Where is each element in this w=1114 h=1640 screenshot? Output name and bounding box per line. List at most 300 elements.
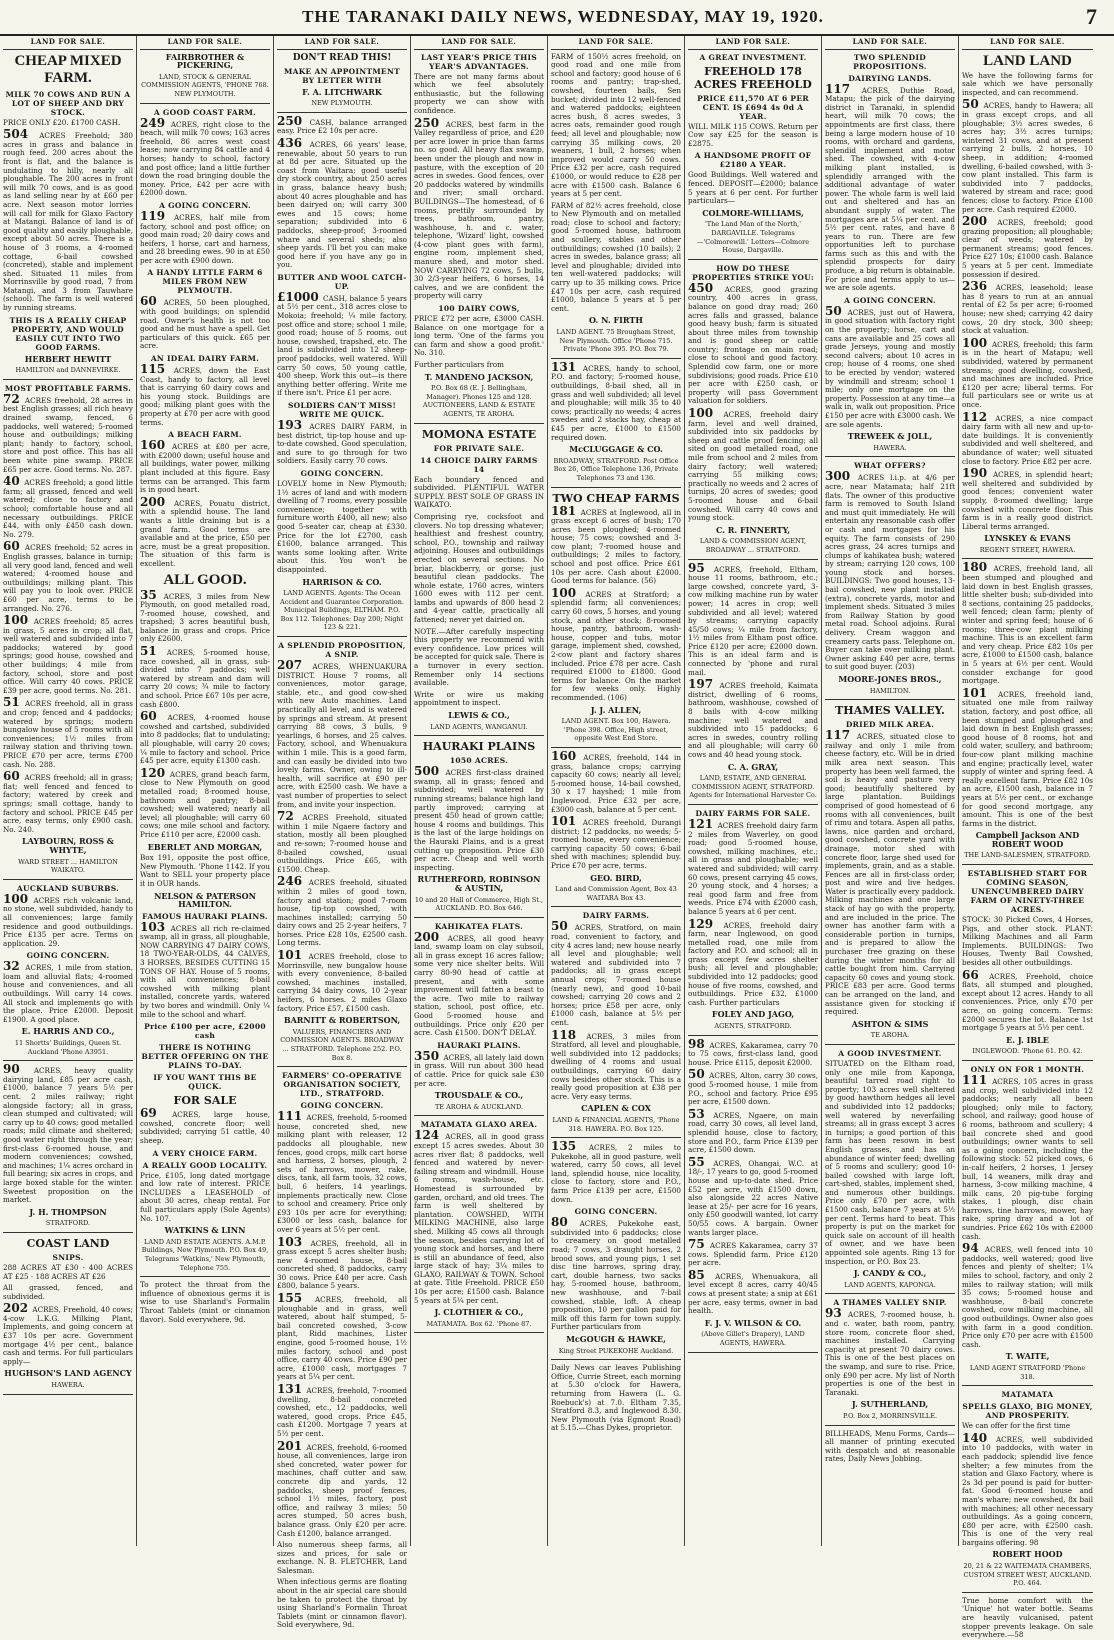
listing-text: ACRES, Freehold, 40 cows; 4-cow L.K.G. Milking Plant, Implements, and going concern at £37 10s per acre. Government mortgage 4½ per cent., balance cash and terms. For full particulars apply— (3, 1305, 133, 1366)
agent-address: LAND AGENT. Box 100, Hawera. 'Phone 398. Office, High street, opposite West End Store. (561, 717, 671, 743)
listing-text: ACRES freehold, close to Morrinsville, new bungalow house with every convenience, 8-bailed cowshed, machines installed, carrying 34 dairy cows, 10 2-year heifers, 6 horses. 2 miles Glaxo factory. Price £57, £1500 cash. (277, 952, 407, 1013)
listing (3, 1301, 133, 1366)
divider (277, 112, 407, 113)
listing-acres: 94 (962, 1241, 985, 1256)
listing-acres: 190 (962, 466, 993, 481)
listing (3, 127, 133, 313)
headline: DAIRY FARMS FOR SALE. (695, 808, 811, 818)
headline: A VERY CHOICE FARM. (152, 1148, 258, 1158)
agent-address: LAND AND ESTATE AGENTS. A.M.P. Buildings, New Plymouth. P.O. Box 49, Telegrams 'Watkins,' New Plymouth, Telephone 755. (141, 1237, 269, 1272)
agent-address: BROADWAY, STRATFORD. Post Office Box 26, Office Telephone 136, Private Telephones 73 and 136. (553, 456, 679, 482)
headline: DAIRY FARMS. (582, 911, 650, 921)
headline: A GOOD COAST FARM. (153, 107, 257, 117)
listing-text: ACRES freehold; all in grass; flat; well fenced and fenced to factory; watered by creek and springs; small cottage, handy to factory and school. PRICE £45 per acre, easy terms, only £900 cash. No. 240. (3, 773, 133, 834)
listing-text: ACRES, freehold land, all been stumped and ploughed and laid down in best English grasses, little shelter bush; sub-divided into 8 sections, containing 25 paddocks, well fenced; clean farm; plenty of winter and spring feed; house of 6 rooms; three-cow plant milking machine. This is an excellent farm and very cheap. Price £82 10s per acre, £1000 to £1500 cash, balance in 5 years at 6½ per cent. Would consider exchange for good mortgage. (962, 564, 1093, 686)
divider (825, 456, 955, 457)
agent-name: T. WAITE, (1005, 1351, 1050, 1362)
listing-acres: 115 (140, 362, 174, 377)
agent-name: Campbell Jackson AND ROBERT WOOD (975, 830, 1080, 849)
listing (551, 748, 681, 814)
listing (551, 919, 681, 1027)
listing (140, 919, 270, 1020)
listing-text: ACRES, large house, cowshed, concrete floor; well subdivided; carrying 51 cattle, 40 sheep. (140, 1110, 270, 1145)
listing-acres: 50 (962, 97, 984, 112)
divider (825, 699, 955, 700)
listing (414, 115, 544, 301)
listing-acres: 112 (962, 409, 996, 424)
listing-acres: 250 (277, 113, 310, 128)
divider (962, 864, 1093, 865)
listing-text: ACRES, freehold dairy farm, near Inglewood, on good metalled road, one mile from factory and P.O. and school; all in grass except few acres shelter bush; all level and ploughable; subdivided into 12 paddocks; good house of five rooms, cowshed, and outbuildings. Price £32, £1000 cash. Further particulars (688, 920, 818, 1007)
agent-address: HAWERA. (51, 1381, 85, 1390)
agent-address: Land and Commission Agent, Box 43 WAITARA Box 43. (555, 885, 677, 902)
divider (414, 1115, 544, 1116)
listing-text: ACRES, Kakaramea, carry 70 to 75 cows, first-class land, good house. Price £115, deposit £2000. (688, 1040, 818, 1067)
headline: CHEAP MIXED FARM. (14, 52, 122, 86)
listing-text: ACRES, 2 miles to Pukekohe, all in good pasture, well watered, carry 50 cows, all level land, splendid house, nice locality, close to factory, store and P.O., farm Price £139 per acre, £1500 down. (551, 1143, 681, 1204)
headline: MILK 70 COWS AND RUN A LOT OF SHEEP AND DRY STOCK. (5, 89, 131, 117)
body-text: BILLHEADS, Menu Forms, Cards—all manner of printing executed with despatch and at reasonable rates, Daily News Jobbing. (825, 1428, 955, 1464)
divider (3, 1394, 133, 1395)
listing-acres: 51 (140, 644, 167, 659)
listing-acres: 236 (962, 279, 996, 294)
agent-address: AGENTS, STRATFORD. (714, 1022, 792, 1031)
agent-address: NEW PLYMOUTH. (311, 99, 373, 108)
listing (277, 1382, 407, 1439)
divider (688, 804, 818, 805)
listing-text: ACRES DAIRY FARM, in best district, tip-top house and up-to-date cowshed. Good speculation, and sure to go through for two soldiers. Easily carry 70 cows. (277, 422, 407, 466)
agent-name: F. J. V. WILSON & CO. (704, 1317, 802, 1328)
agent-address: WARD STREET ... HAMILTON WAIKATO. (18, 857, 118, 875)
agent-name: WATKINS & LINN (164, 1225, 246, 1236)
agent-name: J. CANDY & CO., (853, 1268, 927, 1279)
listing-text: ACRES, Ohangai, W.C. at 18/-, 17 years to go, good 5-roomed house and up-to-date shed. Price £52 per acre, with £1500 down, also alongside 22 acres Native lease at 25/- per acre for 16 years, only £50 goodwill wanted, lot carry 50/55 cows. A bargain. Owner wants larger place. (688, 1158, 818, 1237)
listing (962, 1241, 1093, 1349)
listing-text: ACRES freehold; a good little farm; all grassed, fenced and well watered; close to factory and school; comfortable house and all necessary outbuildings. PRICE £44, with only £450 cash down. No. 279. (3, 478, 133, 539)
body-text: To protect the throat from the influence of obnoxious germs it is wise to use Sharland's Formalin Throat Tablets (mint or cinnamon flavor). Sold everywhere, 9d. (140, 1280, 270, 1324)
listing-text: CASH, balance arranged easy. Price £2 10s per acre. (277, 117, 407, 136)
listing (3, 539, 133, 613)
listing-text: ACRES, situated close to railway and only 1 mile from cheese factory, etc. Will be in dried milk area next season. This property has been well farmed, the soil is heavy and pasture very good; beautifully sheltered by large plantation. Buildings comprised of good homestead of 6 rooms with all conveniences, built of rimu and totara. Aspen all paths, lawns, nice garden and orchard, good cowshed, concrete yard with drainage, motor shed with concrete floor, large shed used for implements, grain, and as a stable. Fences are all in first-class order, post and wire and live hedges. Water is practically every paddock. Milking machines and one large stack of hay go with the property, and are included in the price. The owner has another farm with a considerable portion in turnips, and is prepared to allow the purchaser free grazing on these during the winter months for all cattle bought from him. Carrying capacity 60 cows and young stock. PRICE £83 per acre. Good terms can be arranged on the land, and assistance given for stocking if required. (825, 732, 955, 1017)
agent-address: LAND & FINANCIAL AGENTS, 'Phone 318. HAWERA. P.O. Box 125. (552, 1115, 680, 1133)
listing (277, 658, 407, 809)
listing-acres: 119 (140, 208, 174, 223)
headline: HAURAKI PLAINS (422, 740, 536, 754)
agent-address: LAND AGENT. 75 Brougham Street, New Plymouth. Office 'Phone 715. Private 'Phone 395. P.O. Box 79. (556, 328, 676, 354)
listing (277, 1291, 407, 1382)
body-text: Price, £105, long dated mortgage and low rate of interest. PRICE INCLUDES a LEASEHOLD of about 30 acres, cheap rental. For full particulars apply (Sole Agents) No. 107. (140, 1170, 270, 1223)
column-header: LAND FOR SALE. (688, 38, 818, 50)
column-header: LAND FOR SALE. (825, 38, 955, 50)
listing-text: ACRES, 4-roomed house cowshed and cartshed, subdivided into 8 paddocks; flat to undulating; all ploughable, will carry 20 cows; ¼ mile to factory and school. Price £45 per acre, equity £1300 cash. (140, 713, 270, 766)
listing-acres: 98 (688, 1036, 710, 1051)
listing-acres: 60 (3, 769, 25, 784)
listing-acres: 193 (277, 418, 310, 432)
agent-address: MATAMATA. Box 62. 'Phone 87. (426, 1319, 532, 1328)
listing-text: ACRES, 7-roomed house, h. and c. water, bath room, pantry, store room, concrete floor shed, machines installed. Carrying capacity at present 70 dairy cows. This is one of the best places on the swamp, and sure to rise. Price, only £90 per acre. My list of North properties is one of the best in Taranaki. (825, 1310, 955, 1397)
headline: HAURAKI PLAINS. (437, 1040, 521, 1050)
headline: A HANDY LITTLE FARM 6 MILES FROM NEW PLYMOUTH. (147, 268, 263, 296)
listing (140, 765, 270, 840)
agent-name: E. HARRIS AND CO., (21, 1026, 115, 1037)
listing-acres: 200 (962, 214, 998, 229)
listing-acres: 80 (551, 1215, 580, 1230)
divider (551, 358, 681, 359)
listing (414, 1048, 544, 1088)
column-header: LAND FOR SALE. (962, 38, 1093, 50)
headline: GOING CONCERN. (26, 951, 110, 961)
listing (277, 948, 407, 1013)
headline: A GREAT INVESTMENT. (699, 52, 807, 62)
agent-address: LAND AGENTS. Agents: The Ocean Accident and Guarantee Corporation. Municipal Buildings, ELTHAM. P.O. Box 112. Telephones: Day 200; Night 123 & 221. (280, 589, 404, 632)
listing-text: ACRES, freehold, 144 in grass, balance crops; carrying capacity 60 cows; nearly all level; 5-roomed house, 14-bail cowshed, 30 x 17 hayshed; 1 mile from Inglewood. Price £32 per acre, £3000 cash, balance at 5 per cent. (551, 752, 681, 814)
listing-text: ACRES all rich re-claimed swamp, all in grass, all ploughable, NOW CARRYING 47 DAIRY COWS, 18 TWO-YEAR-OLDS, 44 CALVES, 3 HORSES, BESIDES CUTTING 15 TONS OF HAY. House of 5 rooms, with all conveniences; 8-bail cowshed with milking plant installed, concrete yards, watered by two bores and windmill. Only ¼ mile to the school and wharf. (140, 923, 270, 1019)
divider (688, 259, 818, 260)
agent-name: FAIRBROTHER & PICKERING, (165, 51, 245, 71)
headline: A GOING CONCERN. (844, 295, 936, 305)
listing (140, 587, 270, 645)
body-text: FARM of 82½ acres freehold, close to New Plymouth and on metalled road; close to school and factory; good 5-roomed house, bathroom and scullery, stables and other outbuildings; cowshed (10 bails); 2 acres in swedes, balance grass; all level and ploughable; divided into ten well-watered paddocks; will carry up to 35 milking cows. Price £47 10s per acre, cash required £1000, balance 5 years at 5 per cent. (551, 200, 681, 313)
agent-address: (Above Gillet's Drapery), LAND AGENTS, HAWERA. (701, 1330, 805, 1348)
headline: 100 DAIRY COWS, (438, 304, 520, 314)
headline: MATAMATA GLAXO AREA. (420, 1120, 538, 1130)
headline: A THAMES VALLEY SNIP. (833, 1298, 947, 1308)
listing-acres: 35 (140, 587, 164, 602)
agent-name: T. MANDENO JACKSON, (424, 371, 534, 382)
divider (551, 1359, 681, 1360)
listing-acres: 95 (688, 560, 714, 575)
agent-name: F. A. LITCHWARK (302, 86, 382, 97)
column-2 (137, 36, 274, 1546)
listing-text: ACRES rich volcanic land, no stone, well subdivided, handy to all conveniences; large family residence and good outbuildings. Price £135 per acre. Terms on application. 29. (3, 895, 133, 948)
listing-text: ACRES, Pouatu district, with a splendid house. The land wants a little draining but is a grand farm. Good terms are available and at the price, £50 per acre, must be a great proposition. The situation of this farm is excellent. (140, 498, 270, 568)
body-text: Further particulars from (414, 360, 504, 369)
headline: THIS IS A REALLY CHEAP PROPERTY, AND WOULD EASILY CUT INTO TWO GOOD FARMS. (9, 315, 127, 352)
headline: 1050 ACRES. (449, 756, 509, 766)
agent-name: E. J. IBLE (1006, 1034, 1049, 1045)
listing-acres: 50 (825, 303, 848, 318)
headline: Price £100 per acre, £2000 cash (144, 1022, 266, 1041)
listing (277, 1234, 407, 1292)
listing-acres: 160 (551, 748, 584, 763)
divider (688, 1352, 818, 1353)
agent-address: TE AROHA & AUCKLAND. (434, 1102, 524, 1111)
listing-text: ACRES, grand beach farm, close to New Plymouth on good metalled road; 8-roomed house, bathroom and pantry; 8-bail cowshed; well watered; nearly all level; all ploughable; will carry 60 cows; one mile school and factory. Price £110 per acre, £2000 cash. (140, 769, 270, 839)
listing (551, 1139, 681, 1204)
body-text: Box 191, opposite the post office, New Plymouth. 'Phone 1142. If you Want to SELL your property place it in OUR hands. (140, 853, 270, 888)
divider (962, 1385, 1093, 1386)
listing-text: ACRES, best farm in the Valley regardless of price, and £20 per acre lower in price than farms no. so good. All heavy flax swamp, been under the plough and now in pasture, with the exception of 20 acres in swedes. Good fences, over 20 paddocks watered by windmills and river; small orchard. BUILDINGS—The homestead, of 6 rooms, prettily surrounded by trees, bathroom, pantry, washhouse, h. and c. water, telephone, 'Wizard' light, cowshed (4-cow plant goes with farm), engine room, implement shed, manure shed, and motor shed. NOW CARRYING 72 cows, 5 bulls, 30 2/3-year heifers, 6 horses, 14 calves, and we are confident the property will carry (414, 119, 544, 301)
listing-acres: 350 (414, 1048, 444, 1063)
column-5 (548, 36, 685, 1546)
agent-address: REGENT STREET, HAWERA. (979, 545, 1076, 554)
listing (277, 113, 407, 136)
listing-text: ACRES at Inglewood, all in grass except 6 acres of bush; 170 acres been ploughed; 4-roomed house; 75 cows; cowshed and 3-cow plant; 7-roomed house and outbuildings; 2 miles to factory, school and post office. Price £61 10s per acre. Cash about £2000. Good terms for balance. (56) (551, 507, 681, 586)
divider (140, 1276, 270, 1277)
headline: GOING CONCERN. (574, 1207, 658, 1217)
listing-acres: 60 (3, 539, 25, 554)
listing-text: CASH, balance 5 years at 5½ per cent., 318 acres close to Mokoia; freehold; ¼ mile factory, post office and store; school 1 mile, good road; house of 5 rooms, out house, cowshed, trapshed, etc. The land is subdivided into 12 sheep-proof paddocks, well watered. Will carry 50 cows, 50 young cattle, 400 sheep. Work this out—is there anything better offering. Write me if there isn't. Price £1 per acre. (277, 293, 407, 398)
listing (962, 1430, 1093, 1548)
divider (414, 735, 544, 736)
body-text: Also numerous sheep farms, all sizes and prices, for sale or exchange. N. B. FLETCHER, Land Salesman. (277, 1540, 407, 1575)
listing (688, 1267, 818, 1316)
listing-text: ACRES at Stratford; a splendid farm; all conveniences; carry 60 cows, 5 horses, and young stock, and other stock; 8-roomed house, pantry, bathroom, wash-house, copper and tubs, motor garage, implement shed, cowshed, 2-cow plant and factory shares included. Price £78 per acre. Cash required £1000 to £1800. Good terms for balance. On the market for few weeks only. Highly recommended. (106) (551, 589, 681, 702)
listing-text: ACRES, freehold, 5-roomed house, concreted shed, new milking plant with releaser, 12 paddocks all ploughable, new fences, good crops, milk cart horse and harness, 2 horses, plough, 2 sets of harrows, mower, rake, discs, tank, all farm tools, 32 cows, bull, 6 heifers, 14 yearlings, implements practically new. Close to school and creamery. Price only £93 10s per acre for everything; £3000 or less cash, balance for over 6 years at 5½ per cent. (277, 1113, 407, 1234)
page-number: 7 (1086, 4, 1098, 29)
agent-address: 11 Shortts' Buildings, Queen St. Auckland 'Phone A3951. (14, 1039, 122, 1056)
listing-text: ACRES, all good heavy land, swamp loam on clay subsoil, all in grass except 16 acres fallow; some very nice shelter belts. Will carry 80-90 head of cattle at present, and with some improvement will fatten a beast to the acre. Two mile to railway station, school, post office, etc. Good 5-roomed house and outbuildings. Price only £20 per acre. Cash £1500. DON'T DELAY. (414, 933, 544, 1038)
listing-acres: 101 (551, 814, 583, 829)
divider (551, 906, 681, 907)
listing-text: ACRES, all in good grass except 15 acres swedes. About 30 acres river flat; 8 paddocks, well fenced and watered by never-failing stream and windmill. House 6 rooms, wash-house, etc. Homestead is surrounded by garden, orchard, and old trees. The farm is well sheltered by plantation. COWSHED, WITH MILKING MACHINE, also large shed. Milking 45 cows all through the season, besides carrying lot of young stock and horses, and there is still an abundance of feed, also large stack of hay; 3¼ miles to GLAXO, RAILWAY & TOWN. School at gate. Title Freehold. PRICE £50 10s per acre; £1500 cash. Balance 5 years at 5¼ per cent. (414, 1132, 544, 1305)
listing-text: ACRES, WHENUAKURA DISTRICT. House 7 rooms, all conveniences, motor garage, stable, etc., and good cow-shed with new Auto machines. Land practically all level, and is watered by springs and stream. At present carrying 88 cows, 3 bulls, 9 yearlings, 6 horses, and 25 calves. Factory, school, and Whenuakura within 1 mile. This is a good farm, and can easily be divided into two lovely farms. Owner, owing to ill-health, will sacrifice at £90 per acre, with £2500 cash. We have a vast number of properties to select from, and invite your inspection. (277, 662, 407, 809)
listing (414, 1128, 544, 1305)
body-text: LOVELY home in New Plymouth; 1½ acres of land and with modern dwelling of 7 rooms, every possible convenience; together with furniture worth £400, all new; also good 5-seater car, cheap at £330. Price for the lot £2700, cash £1600, balance arranged. This wants some looking after. Write about this. You won't be disappointed. (277, 478, 407, 574)
headline: A HANDSOME PROFIT OF £2180 A YEAR. (694, 151, 812, 170)
listing-acres: 101 (277, 948, 309, 963)
listing-acres: 120 (140, 765, 170, 780)
agent-name: LYNSKEY & EVANS (984, 533, 1071, 544)
listing (3, 769, 133, 834)
listing (962, 409, 1093, 467)
listing-acres: £1000 (277, 289, 324, 304)
listing-text: ACRES freehold; 85 acres in grass, 5 acres in crop; all flat, well watered and subdivided into 7 paddocks; watered by good springs; good house, cowshed and other buildings; 4 mile from factory, school, store and post office. Will carry 40 cows. PRICE £39 per acre, good terms. No. 281. (3, 617, 134, 695)
body-text: WILL MILK 115 COWS. Return per Cow say £25 for the season is £2875. (688, 121, 818, 148)
listing (3, 613, 134, 695)
listing (962, 967, 1093, 1033)
headline: 14 CHOICE DAIRY FARMS 14 (420, 455, 538, 474)
headline: THAMES VALLEY. (835, 704, 945, 718)
listing-text: ACRES, just out of Hawera, in good situation with factory right on the property; horse, cart and cans are available and 25 cows all grade Jerseys, young and mostly second calvers; about 10 acres in crop; house of 4 rooms, one shed to be erected by vendor; watered by windmill and stream; school 1 mile; only one mortgage on the property. Possession at any time—a walk in, walk out proposition. Price £150 per acre with £3000 cash. We are sole agents. (825, 307, 955, 429)
headline: LAST YEAR'S PRICE THIS YEAR'S ADVANTAGES. (420, 52, 538, 71)
divider (962, 1060, 1093, 1061)
listing (962, 97, 1093, 214)
agent-address: 'The Land Man of the North,' DARGAVILLE. Telegrams—'Colmorewill.' Letters—Colmore House, Dargaville. (696, 220, 810, 255)
listing-acres: 250 (414, 115, 446, 130)
headline: AN IDEAL DAIRY FARM. (150, 354, 260, 364)
listing-text: ACRES, a nice compact dairy farm with all new and up-to-date buildings. It is conveniently subdivided and well sheltered, and abundance of water; well situated close to factory. Price £82 per acre. (962, 413, 1093, 466)
listing-text: ACRES, 3 miles from New Plymouth, on good metalled road, 7-roomed house, cowshed, and trapshed; 3 acres beautiful bush, balance in grass and crops. Price only £2600. (140, 591, 270, 644)
headline: A BEACH FARM. (168, 430, 242, 440)
agent-address: LAND AGENTS, WANGANUI. (430, 722, 528, 731)
headline: SPELLS GLAXO, BIG MONEY, AND PROSPERITY. (962, 1402, 1093, 1421)
listing-text: ACRES freehold, all in grass and crop; fenced and 4 paddocks; watered by springs; modern bungalow house of 5 rooms with all conveniences; 1½ miles from railway station and thriving town. PRICE £70 per acre, terms £700 cash. No. 288. (3, 699, 133, 769)
listing-acres: 90 (3, 1062, 34, 1077)
listing (551, 359, 682, 442)
agent-name: C. R. FINNERTY, (715, 524, 791, 535)
divider (825, 1044, 955, 1045)
agent-address: THE LAND-SALESMEN, STRATFORD. (964, 851, 1091, 860)
headline: ONLY ON FOR 1 MONTH. (970, 1064, 1085, 1074)
body-text: Comprising rye, cocksfoot and clovers. No top dressing whatever; healthiest and freshest country, school, P.O., township and railway adjoining. Houses and outbuildings erected on several sections. No briar, blackberry, or gorse; just beautiful clean paddocks. The whole estate, 1760 acres, winters 1600 ewes with 112 per cent. lambs and upwards of 800 head 2 and 4-year cattle, practically all fattened; never yet dairied on. (414, 511, 544, 625)
listing-acres: 93 (825, 1306, 848, 1321)
listing-text: ACRES, freehold, all in grass except 5 acres shelter bush; new 4-roomed house, 8-bail concreted shed, 8 paddocks, carry 30 cows. Price £40 per acre. Cash £800, balance 5 years. (277, 1238, 407, 1291)
listing (825, 303, 955, 429)
listing-text: ACRES Freehold; 380 acres in grass and balance in rough feed. 200 acres about the front is flat, and the balance is undulating to hilly, nearly all ploughable. The 200 acres in front will milk 70 cows, and is as good as land selling near by at £60 per acre. Next season motor lorries will call for milk for Glaxo Factory at Matangi. Balance of land is of good quality and easily ploughable, except about 50 acres. There is a house of 3 rooms, a 4-roomed cottage, 6-bail cowshed (concreted), stable and implement shed. Situated 11 miles from Morrinsville by good road, 7 from Matangi, and 3 from Tauwhare (school). The farm is well watered by running streams. (3, 131, 133, 313)
headline: ALL GOOD. (163, 571, 247, 588)
listing (277, 809, 407, 874)
agent-address: P.O. Box 2, MORRINSVILLE. (842, 1411, 938, 1420)
listing-acres: 103 (140, 919, 171, 934)
listing-text: ACRES, freehold, 6-roomed house, all conveniences, large iron shed concreted, water power for machines, chaff cutter and saw, concrete dip and yards, 12 paddocks, sheep proof fences, school 1½ miles, factory, post office, and railway 3 miles; 50 acres stumped, 50 acres bush, balance grass. Only £20 per acre. Cash £1200, balance arranged. (277, 1442, 407, 1538)
listing (962, 685, 1093, 829)
agent-address: TE AROHA. (870, 1031, 910, 1040)
listing-acres: 32 (3, 959, 26, 974)
listing (825, 1306, 955, 1397)
listing (688, 916, 818, 1008)
headline: COAST LAND (26, 1236, 110, 1250)
listing-text: ACRES, freehold land, situated one mile from railway station, factory, and post office, all been stumped and ploughed and laid down in best English grasses; good house of 8 rooms, hot and cold water, scullery, and bathroom; four-cow plant milking machine and engine; practically level, water supply of winter and spring feed. A really excellent farm. Price £82 10s an acre, £1500 cash, balance in 7 years at 5½ per cent., or exchange for good second mortgage, any amount. This is one of the best farms in the district. (962, 689, 1093, 828)
agent-name: McCLUGGAGE & CO. (569, 444, 663, 455)
listing (962, 214, 1093, 279)
listing (140, 208, 270, 266)
listing (688, 1036, 818, 1068)
listing (551, 1027, 681, 1102)
headline: HOW DO THESE PROPERTIES STRIKE YOU: (692, 263, 814, 282)
listing-acres: 100 (3, 613, 34, 628)
listing-text: ACRES, Stratford, on main road, convenient to factory, and city 4 acres land; new house nearly all level and ploughable; well watered and subdivided into 7 paddocks; all in grass except annual crops; 7-roomed house (nearly new), and good 10-bail cowshed; carrying 20 cows and 2 horses; price £58 per acre, only £1000 cash, balance at 5½ per cent. (551, 923, 681, 1027)
listing (688, 816, 818, 917)
listing-acres: 72 (3, 391, 25, 406)
agent-address: LAND, ESTATE, AND GENERAL COMMISSION AGENT, STRATFORD. Agents for International Harvester Co. (689, 774, 817, 800)
body-text: All grassed, fenced, and subdivided. (3, 1283, 133, 1301)
listing-acres: 111 (277, 1109, 307, 1124)
agent-name: LAYBOURN, ROSS & WHYTE, (21, 836, 115, 855)
listing-text: ACRES freehold, situated within 2 miles of good town, factory and station; good 7-room house, tip-top cowshed, with machines installed; carrying 50 dairy cows and 25 2-year heifers, 7 horses. Price £28 10s, £2500 cash. Long terms. (277, 878, 407, 948)
column-header: LAND FOR SALE. (414, 38, 544, 50)
listing-acres: 450 (688, 280, 725, 295)
listing-acres: 100 (962, 335, 992, 350)
listing-text: ACRES, Alton, carry 30 cows, good 5-roomed house, 1 mile from P.O., school and factory. Price £95 per acre, £1500 down. (688, 1071, 818, 1107)
listing-text: ACRES Freehold, situated within 1 mile Ngaere factory and station, mostly all been ploughed and re-sown; 7-roomed house and 8-bailed cowshed, usual outbuildings. Price £65, with £1500. Cheap. (277, 813, 407, 874)
listing (3, 1062, 133, 1205)
listing-text: ACRES freehold, Kaimata district, dwelling of 6 rooms, bathroom, washhouse, cowshed of 8 bails with 4-cow milking machine; well watered and subdivided into 15 paddocks; 6 acres in swedes, country rolling and all ploughable; will carry 60 cows and 40 head young stock. (688, 681, 818, 759)
listing (277, 289, 407, 398)
listing (688, 1237, 818, 1268)
divider (962, 1592, 1093, 1593)
body-text: There are not many farms about which we feel absolutely enthusiastic, but the following property we can show with confidence. (414, 71, 544, 115)
headline: KAHIKATEA FLATS. (434, 921, 524, 931)
divider (551, 1137, 681, 1138)
listing-text: ACRES, all lately laid down in grass. Will run about 300 head of cattle. Price for quick sale £30 per acre. (414, 1052, 544, 1088)
agent-address: HAMILTON and DANNEVIRKE. (15, 366, 121, 375)
body-text: PRICE ONLY £20. £1700 CASH. (3, 117, 121, 127)
divider (277, 636, 407, 637)
divider (962, 558, 1093, 559)
agent-name: HARRISON & CO. (302, 576, 382, 587)
headline: A GOOD INVESTMENT. (838, 1048, 942, 1058)
listing (277, 135, 407, 270)
headline: FOR SALE (173, 1094, 237, 1108)
listing-acres: 117 (825, 728, 857, 743)
listing (414, 929, 544, 1038)
listing-acres: 100 (3, 891, 34, 906)
listing-text: ACRES, good grazing country, 400 acres in grass, balance on good dray road; 260 acres falls and grassed, balance good heavy bush; farm is situated about three miles from township and is good sheep or cattle country; frontage on main road; close to school and good factory. Splendid cow farm, one or more subdivisions; good roads. Price £10 per acre with £250 cash, or property will pass Government valuation for soldiers. (688, 284, 818, 406)
headline: DAIRYING LANDS. (848, 73, 932, 83)
listing (688, 1154, 818, 1237)
agent-address: HAWERA. (873, 443, 907, 452)
listing (551, 1215, 681, 1332)
listing-text: ACRES, well subdivided into 10 paddocks, with water in each paddock; splendid live fence shelter; a few minutes from the station and Glaxo Factory, where is 2s 3d per pound is paid for butter-fat. Good 6-roomed house and man's whare; new cowshed, 8x bail with machines; all other necessary outbuildings. As a going concern, £80 per acre, with £2500 cash. This is one of the very real bargains offering. 98 (962, 1434, 1093, 1547)
listing-acres: 131 (551, 359, 583, 374)
divider (825, 1293, 955, 1294)
listing-acres: 117 (825, 81, 862, 96)
listing-text: ACRES, Duthie Road, Matapu; the pick of the dairying district in Taranaki, in splendid heart, will milk 70 cows; the appointments are first class, there being a large modern house of 10 rooms, with orchard and gardens, splendid implement and motor shed. The cowshed, with 4-cow milking plant installed, is splendidly arranged with the additional advantage of water power. The whole farm is well laid out and sheltered and has an abundant supply of water. The mortgages are at 5¼ per cent. and 5½ per cent. rates, and have 8 years to run. There are few opportunities left to purchase farms such as this and with the splendid prospects for dairy produce, a big return is obtainable. For price and terms apply to us—we are sole agents. (825, 85, 955, 293)
listing (3, 474, 133, 539)
agent-name: TREWEEK & JOLL, (847, 431, 933, 442)
listing-text: ACRES, freehold, 7-roomed dwelling, 8-bail concreted cowshed, etc., 12 paddocks, well watered, good crops. Price £45, cash £1200. Mortgage 7 years at 5½ per cent. (277, 1386, 407, 1438)
listing (688, 677, 818, 759)
listing-text: ACRES Kakaramea, carry 37 cows. Splendid farm. Price £120 per acre. (688, 1241, 818, 1268)
divider (688, 1035, 818, 1036)
listing (140, 362, 270, 427)
listing-text: ACRES, Freehold, choice flats, all stumped and ploughed, except about 12 acres. Handy to all conveniences. Price, only £70 per acre, on going concern. Terms: £2000 secures the lot. Balance 1st mortgage 5 years at 5½ per cent. (962, 971, 1093, 1033)
listing (3, 695, 133, 769)
listing (962, 466, 1094, 531)
agent-name: HUGHSON'S LAND AGENCY (4, 1368, 132, 1379)
listing-acres: 66 (962, 967, 990, 982)
listing-acres: 200 (414, 929, 448, 944)
listing-acres: 103 (277, 1234, 311, 1249)
headline: MAKE AN APPOINTMENT BY LETTER WITH (284, 66, 400, 85)
headline: IF YOU WANT THIS BE QUICK. (153, 1073, 257, 1092)
agent-address: VALUERS, FINANCIERS AND COMMISSION AGENTS. BROADWAY ... STRATFORD. Telephone 252. P.O. Box 8. (280, 1027, 404, 1062)
body-text: We have the following farms for sale which we have personally inspected, and can recommend. (962, 70, 1093, 97)
divider (688, 559, 818, 560)
agent-name: LEWIS & CO., (448, 710, 510, 720)
agent-address: HAMILTON. (869, 686, 911, 695)
body-text: NOTE.—After carefully inspecting this property we recommend with every confidence. Low prices will be accepted for quick sale. There is a turnover in every section. Remember only 14 sections available. (414, 626, 544, 688)
headline: DRIED MILK AREA. (845, 720, 935, 730)
headline: THERE IS NOTHING BETTER OFFERING ON THE PLAINS TO-DAY. (141, 1043, 269, 1071)
agent-name: EBERLET AND MORGAN, (147, 841, 263, 852)
headline: GOING CONCERN. (300, 468, 384, 478)
listing-text: ACRES freehold dairy farm 2 miles from Waverley, on good road; good 5-roomed house, cowshed, milking machines, etc.; all in grass and ploughable; well watered and subdivided; will carry 60 cows, present carrying 45 cows, 20 young stock, and 4 horses; a real good farm and free from weeds. Price £74 with £2000 cash, balance 5 years at 6 per cent. (688, 820, 818, 916)
agent-name: RUTHERFORD, ROBINSON & AUSTIN, (417, 874, 541, 893)
listing-acres: 72 (277, 809, 303, 824)
body-text: When infectious germs are floating about in the air special care should be taken to protect the throat by using Sharland's Formalin Throat Tablets (mint or cinnamon flavor). Sold everywhere, 9d. (277, 1577, 407, 1630)
body-text: FARM of 150½ acres freehold, on good road and one mile from school and factory; good house of 6 rooms and pantry; trap-shed, cowshed, fourteen bails, Sen bucket; divided into 12 well-fenced and watered paddocks; eighteen acres bush, 8 acres swedes, 3 acres oats, remainder good rough feed; all level and ploughable; now carrying 35 milking cows, 20 weaners, 1 bull, 2 horses; when improved would carry 50 cows. Price £32 per acre, cash required £1000, or would reduce to £28 per acre with £1500 cash. Balance 6 years at 5 per cent. (551, 51, 681, 199)
headline: A REALLY GOOD LOCALITY. (142, 1160, 268, 1170)
listing-text: ACRES, 66 years' lease, renewable, about 50 years to run at 8d per acre. Situated up the coast from Waitara; good useful dry stock country, about 250 acres in grass, balance heavy bush; about 40 acres ploughable and has been dairyed on; will carry 300 ewes and 15 cows; home separation; subdivided into 6 paddocks, sheep-proof; 3-roomed whare and several sheds; also sheep yards. I'll bet you can make good here if you have any go in you. (277, 139, 407, 270)
column-3 (274, 36, 411, 1630)
agent-address: STRATFORD. (45, 1219, 91, 1228)
listing-text: ACRES, freehold, all ploughable and in grass, well watered, about half stumped, 5-bail concreted cowshed, 3-cow plant, Ridd machines, Lister engine, good 5-roomed house, 1½ miles factory, school and post office, carry 40 cows. Price £90 per acre, £1000 cash, mortgages 7 years at 5¼ per cent. (277, 1295, 407, 1382)
listing (140, 644, 270, 709)
listing (3, 891, 133, 949)
divider (3, 879, 133, 880)
body-text: 288 ACRES AT £30 · 400 ACRES AT £25 · 188 ACRES AT £26 (3, 1262, 133, 1281)
listing-acres: 504 (3, 127, 40, 142)
listing-text: ACRES l.i.p. at 4/6 per acre, near Matamata; half 21ft flats. The owner of this productive farm is removed to South Island and must quit immediately. He will entertain any reasonable cash offer or cash and mortgages for his equity. The farm consists of 290 acres grass, 24 acres turnips and clumps of kahikatea bush; watered by stream; carrying 120 cows, 100 young stock and horses. BUILDINGS: Two good houses, 13-bail cowshed, new plant installed (extra), concrete yards, motor and implement sheds. Situated 3 miles from Railway Station by good metal road. School adjoins. Rural delivery. Cream waggon and creamery carts pass. Telephone on. Buyer can take over milking plant. Owner asking £40 per acre, terms to suit good buyer. (203) (825, 473, 955, 672)
listing (551, 814, 681, 871)
listing-text: ACRES, in splendid heart; well sheltered and subdivided by good fences; convenient water supply, 8-roomed dwelling; large cowshed with concrete floor. This farm is in a really good district. Liberal terms arranged. (962, 470, 1094, 531)
listing (825, 81, 955, 293)
listing-acres: 40 (3, 474, 25, 489)
agent-name: ROBERT HOOD (992, 1549, 1063, 1560)
agent-address: King Street PUKEKOHE Auckland. (558, 1346, 674, 1355)
listing (962, 560, 1093, 686)
listing-acres: 121 (688, 816, 718, 831)
agent-address: LAND AGENT STRATFORD 'Phone 318. (969, 1363, 1086, 1381)
divider (3, 379, 133, 380)
listing-text: ACRES, Ngaere, on main road, carry 30 cows, all level land, splendid house, close to factory, store and P.O., farm Price £139 per acre, £1500 down. (688, 1110, 818, 1155)
body-text: Write or wire us making appointment to inspect. (414, 689, 544, 708)
column-header: LAND FOR SALE. (140, 38, 270, 50)
listing-text: ACRES, freehold dairy farm, level and well drained, subdivided into six paddocks by sheep and cattle proof fencing; all sited on good metalled road, one mile from school and 2 miles from dairy factory; well watered; carrying 55 milking cows; practically no weeds and 2 acres of turnips, 20 acres of swedes; good 5-roomed house and 6-bail cowshed. Will carry 40 cows and young stock. (688, 410, 818, 523)
listing (825, 469, 955, 672)
